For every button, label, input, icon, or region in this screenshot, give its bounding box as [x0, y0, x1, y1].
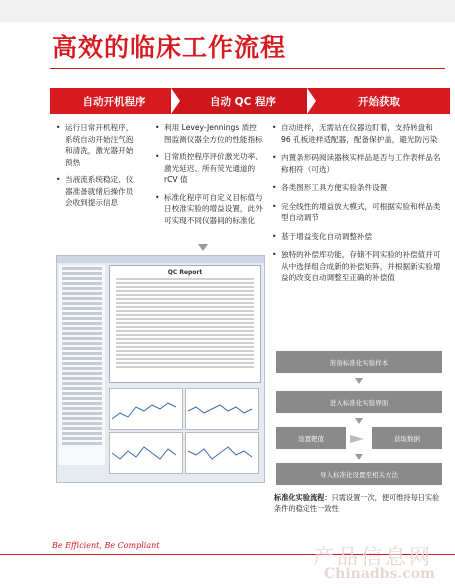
- flowchart-note-text: 只需设置一次，便可维持每日实验条件的稳定性一致性: [274, 493, 440, 513]
- top-band: [0, 0, 455, 22]
- software-screenshot: [56, 255, 265, 483]
- step-start-acquisition: 开始获取: [308, 88, 450, 114]
- acquisition-bullet: • 各类图形工具方便实验条件设置: [272, 182, 442, 194]
- qc-report-window: [109, 265, 261, 383]
- startup-bullet: • 运行日常开机程序，系统自动开始注气泡和清洗，激光器开始预热: [56, 122, 134, 168]
- step-auto-startup: 自动开机程序: [50, 88, 178, 114]
- flow-box-import: 导入标准化设置至相关方法: [276, 463, 442, 485]
- acquisition-bullet: • 内置条形码阅读器核实样品是否与工作表样品名称相符（可选）: [272, 152, 442, 175]
- flow-box-acquire: 获取数据: [372, 427, 442, 449]
- qc-bullet: • 利用 Levey-Jennings 质控图监测仪器全方位的性能指标: [155, 122, 263, 145]
- flow-box-enter: 进入标准化实验界面: [276, 391, 442, 413]
- flowchart-note: [274, 492, 446, 514]
- flowchart-note-label: 标准化实验流程：: [274, 493, 332, 502]
- lj-chart: [185, 432, 259, 474]
- watermark-en: Chinadbs.com: [324, 566, 435, 582]
- step-chevron: [171, 88, 180, 114]
- startup-column: [56, 122, 134, 215]
- acquisition-column: [272, 122, 442, 291]
- startup-bullet: • 当液流系统稳定、仪器准备就绪后操作员会收到提示信息: [56, 174, 134, 209]
- flow-arrow-icon: [355, 418, 363, 424]
- flow-box-prepare: 准备标准化实验样本: [276, 351, 442, 373]
- screenshot-titlebar: [57, 256, 264, 263]
- flow-right-arrow-icon: [350, 435, 364, 443]
- qc-column: [155, 122, 263, 232]
- title-divider: [50, 68, 445, 69]
- workflow-steps: [50, 88, 450, 114]
- qc-bullet: • 标准化程序可自定义目标值与日校准实验的增益设置，此外可实现不同仪器间的标准化: [155, 192, 263, 227]
- flow-arrow-icon: [355, 454, 363, 460]
- screenshot-left-pane: [59, 265, 105, 465]
- levey-jennings-charts: [109, 388, 259, 476]
- down-arrow-icon: [198, 244, 208, 251]
- acquisition-bullet: • 完全线性的增益放大模式，可根据实验和样品类型自动调节: [272, 201, 442, 224]
- page-title: 高效的临床工作流程: [52, 33, 287, 62]
- flow-arrow-icon: [355, 378, 363, 384]
- flow-box-set-target: 设置靶值: [276, 427, 346, 449]
- lj-chart: [109, 432, 183, 474]
- step-auto-qc: 自动 QC 程序: [172, 88, 314, 114]
- acquisition-bullet: • 独特的补偿库功能，存储不同实验的补偿值并可从中选择组合成新的补偿矩阵，并根据新实验增益的改变自动调整至正确的补偿值: [272, 249, 442, 284]
- lj-chart: [185, 388, 259, 430]
- acquisition-bullet: • 自动进样，无需站在仪器边盯着，支持转盘和 96 孔板进样适配器，配备保护盖，避光防污染: [272, 122, 442, 145]
- watermark-cn: 产品信息网: [313, 545, 433, 569]
- step-chevron: [307, 88, 316, 114]
- qc-report-title: QC Report: [167, 269, 203, 276]
- lj-chart: [109, 388, 183, 430]
- footer-slogan: Be Efficient, Be Compliant: [52, 541, 160, 550]
- qc-bullet: • 日常质控程序评价激光功率、激光延迟、所有荧光通道的 rCV 值: [155, 151, 263, 186]
- acquisition-bullet: • 基于增益变化自动调整补偿: [272, 231, 442, 243]
